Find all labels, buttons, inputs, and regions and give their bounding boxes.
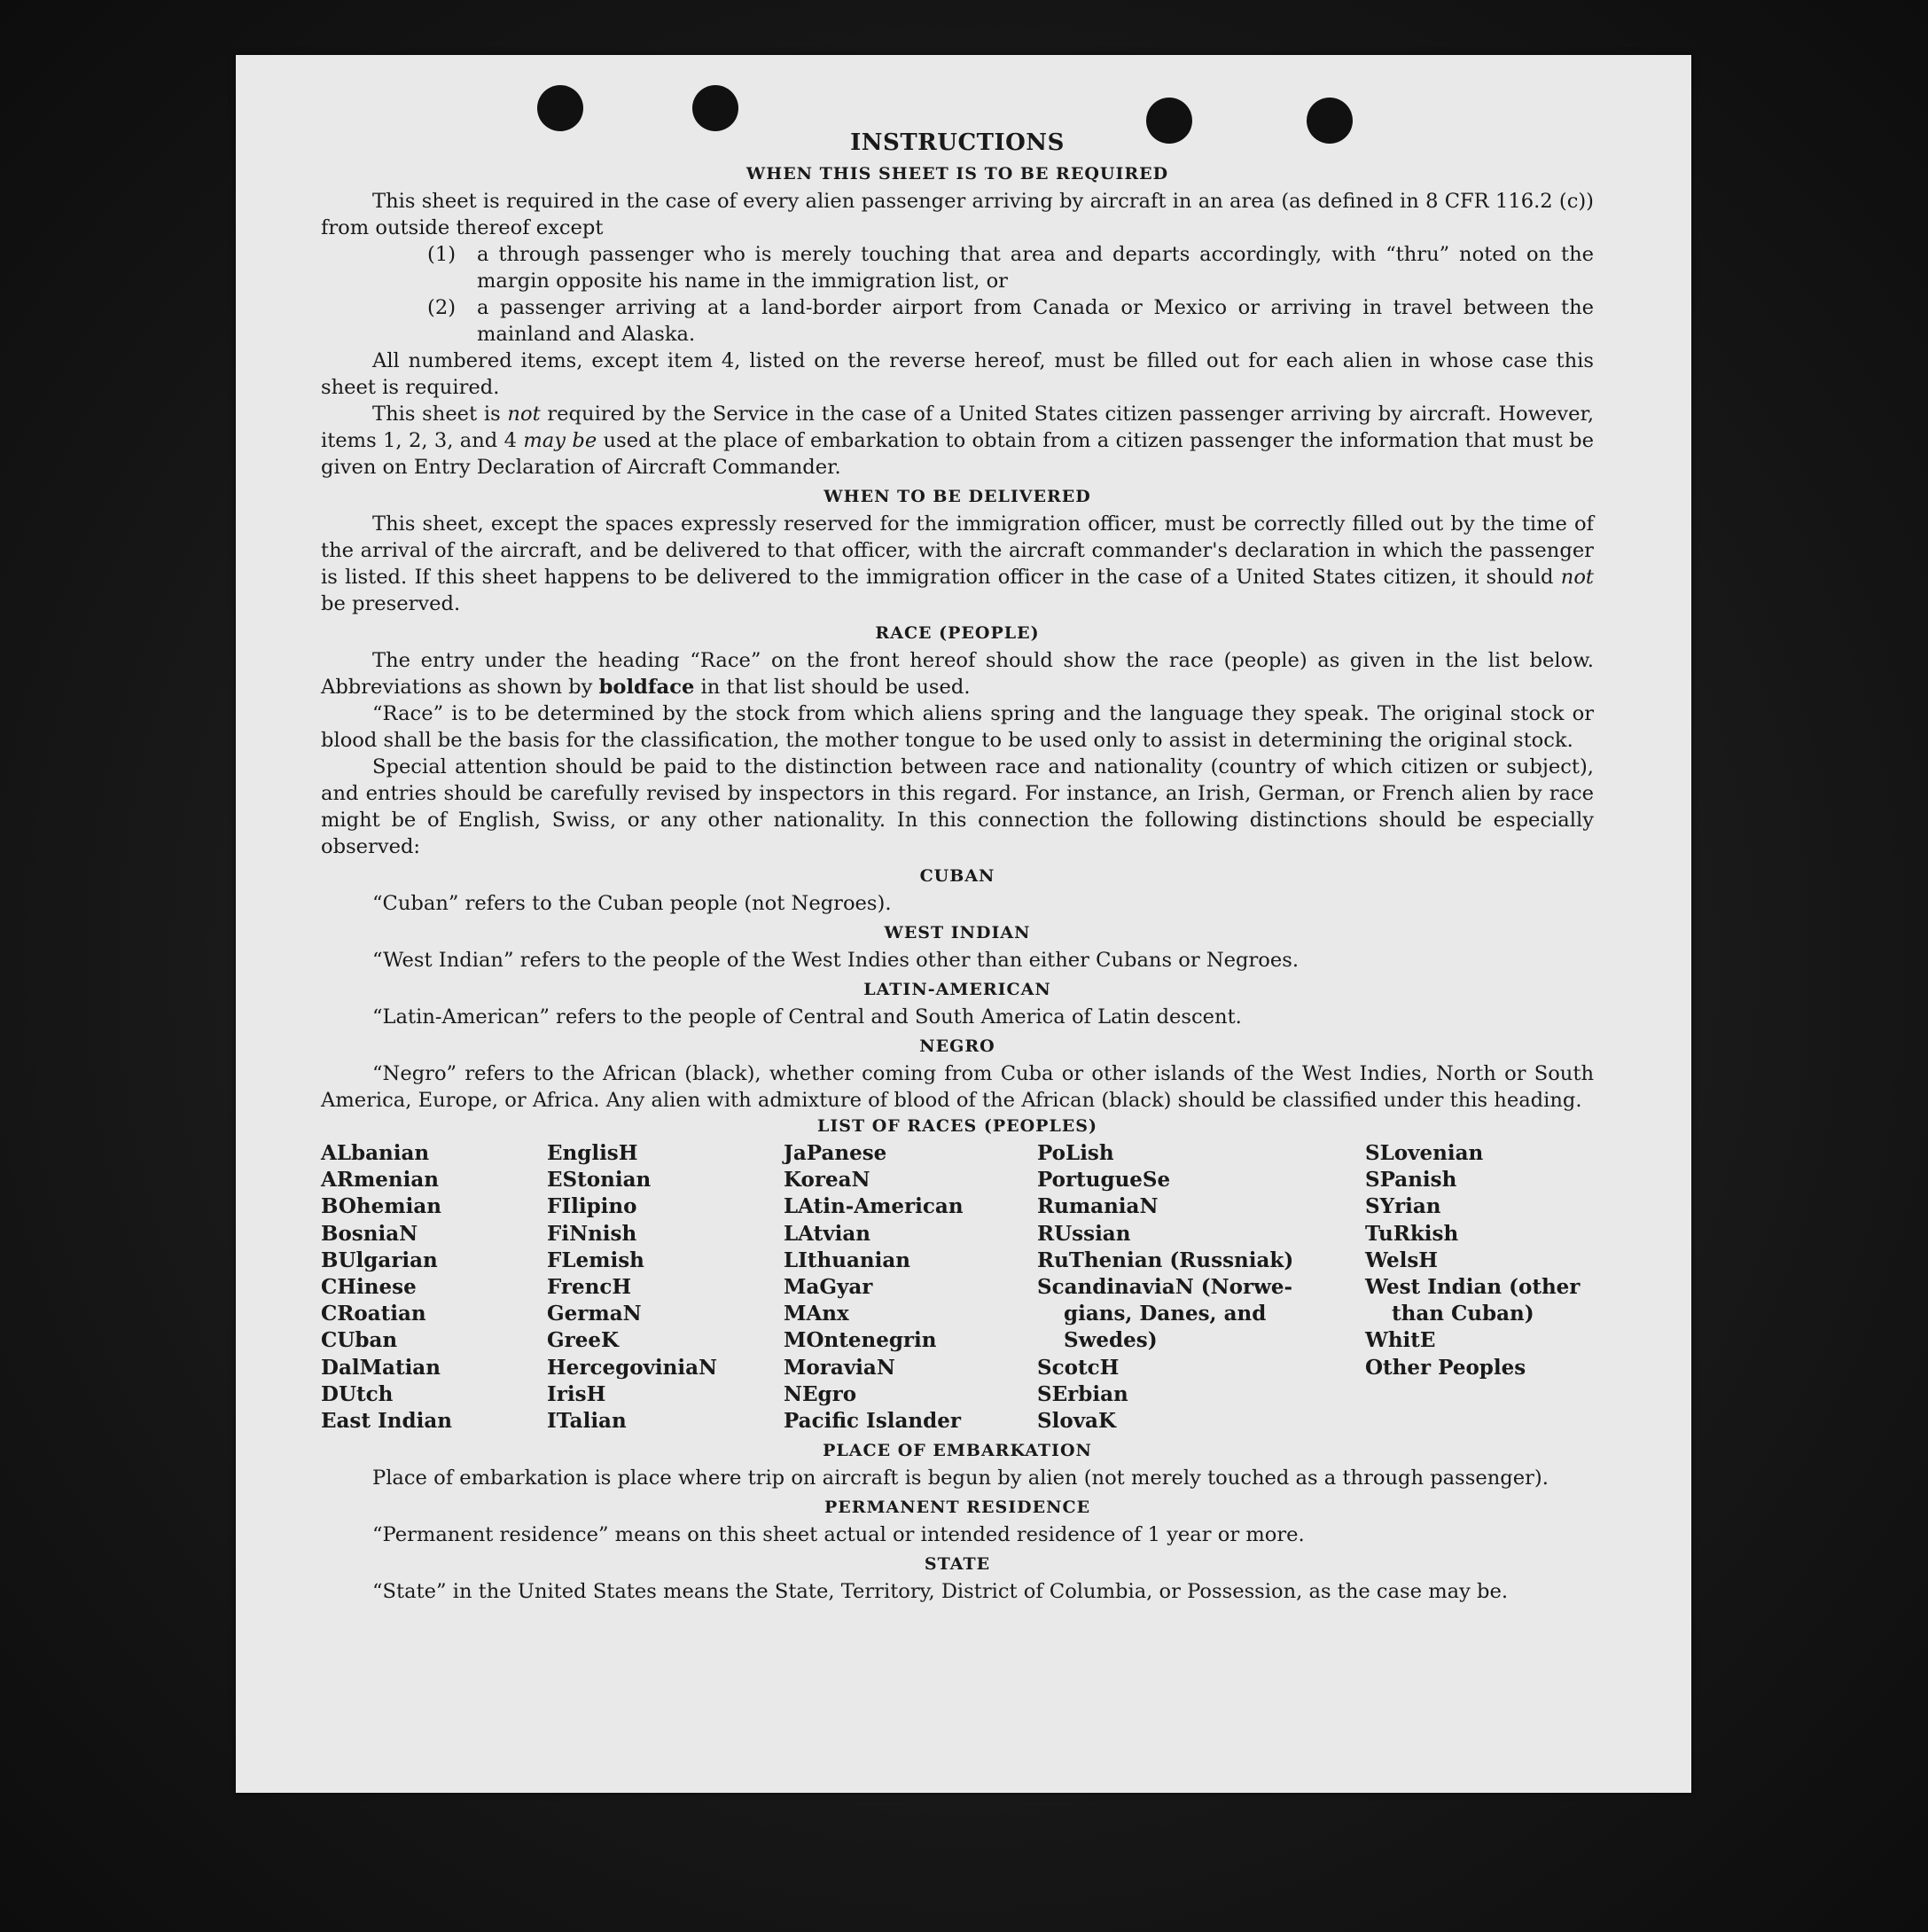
list-item: CHinese <box>321 1275 417 1300</box>
list-item: MaGyar <box>784 1275 873 1300</box>
item-text: a passenger arriving at a land-border airport from Canada or Mexico or arriving in travel between the mainland and Alaska. <box>477 296 1594 346</box>
section-heading-negro: NEGRO <box>919 1036 995 1056</box>
list-item: ARmenian <box>321 1168 440 1193</box>
numbered-items-paragraph: All numbered items, except item 4, listed on the reverse hereof, must be filled out for each alien in whose case this sheet is required. <box>321 349 1594 399</box>
document-page <box>236 55 1691 1793</box>
list-item: BOhemian <box>321 1194 441 1219</box>
list-item: MAnx <box>784 1302 849 1326</box>
section-heading-when-required: WHEN THIS SHEET IS TO BE REQUIRED <box>745 164 1169 184</box>
list-item: MoraviaN <box>784 1355 895 1380</box>
list-item: ALbanian <box>321 1141 430 1165</box>
list-item: EnglisH <box>547 1141 638 1165</box>
races-column-2 <box>547 1140 784 1435</box>
race-paragraph-3: Special attention should be paid to the distinction between race and nationality (country of which citizen or subject), and entries should be carefully revised by inspectors in this regard. For instance, an Irish, German, or French alien by race might be of English, Swiss, or any other nationality. In this connection the following distinctions should be especially observed: <box>321 755 1594 858</box>
bold-text: boldface <box>598 676 695 699</box>
section-heading-state: STATE <box>924 1554 991 1575</box>
list-item: EStonian <box>547 1168 652 1193</box>
list-item: Pacific Islander <box>784 1409 961 1434</box>
list-item-line: ScandinaviaN (Norwe- <box>1037 1275 1293 1300</box>
section-heading-embarkation: PLACE OF EMBARKATION <box>823 1441 1092 1461</box>
section-heading-race: RACE (PEOPLE) <box>875 623 1040 643</box>
list-item: ScotcH <box>1037 1355 1120 1380</box>
races-column-3 <box>784 1140 1037 1435</box>
emphasis-text: not <box>1560 566 1594 589</box>
section-heading-residence: PERMANENT RESIDENCE <box>823 1498 1091 1518</box>
list-item: CUban <box>321 1328 398 1353</box>
text-run: used at the place of embarkation to obtain from a citizen passenger the information that must be given on Entry Declaration of Aircraft Commander. <box>321 429 1594 479</box>
exception-item-1 <box>427 241 1594 294</box>
list-item: ITalian <box>547 1409 627 1434</box>
punch-hole <box>537 85 583 131</box>
list-item: FLemish <box>547 1248 644 1272</box>
list-item: WhitE <box>1365 1328 1436 1353</box>
list-item: PortugueSe <box>1037 1168 1171 1193</box>
list-item: PoLish <box>1037 1141 1114 1165</box>
list-item: NEgro <box>784 1381 857 1406</box>
west-indian-definition: “West Indian” refers to the people of the West Indies other than either Cubans or Negroes. <box>372 949 1300 972</box>
list-item: CRoatian <box>321 1302 426 1326</box>
races-column-4 <box>1037 1140 1365 1435</box>
embarkation-definition: Place of embarkation is place where trip on aircraft is begun by alien (not merely touched as a through passenger). <box>372 1467 1549 1490</box>
list-item: SErbian <box>1037 1381 1128 1406</box>
section-heading-cuban: CUBAN <box>919 866 995 886</box>
section-heading-when-delivered: WHEN TO BE DELIVERED <box>823 487 1091 506</box>
cuban-definition: “Cuban” refers to the Cuban people (not Negroes). <box>372 892 892 915</box>
list-item: DalMatian <box>321 1355 441 1380</box>
list-item: FrencH <box>547 1275 632 1300</box>
list-item: GreeK <box>547 1328 620 1353</box>
item-number: (1) <box>427 243 457 266</box>
punch-hole <box>692 85 738 131</box>
list-item: FiNnish <box>547 1221 637 1246</box>
list-item: LIthuanian <box>784 1248 910 1272</box>
citizen-paragraph <box>321 401 1594 481</box>
section-heading-list-of-races: LIST OF RACES (PEOPLES) <box>817 1116 1097 1136</box>
list-item: East Indian <box>321 1409 452 1434</box>
list-item: BosniaN <box>321 1221 418 1246</box>
text-run: be preserved. <box>321 592 461 615</box>
list-item-continuation: gians, Danes, and <box>1064 1302 1267 1326</box>
text-run: This sheet, except the spaces expressly reserved for the immigration officer, must be correctly filled out by the time of the arrival of the aircraft, and be delivered to that officer, with the aircraft commander's declaration in which the passenger is listed. If this sheet happens to be delivered to the immigration officer in the case of a United States citizen, it should <box>321 512 1594 589</box>
list-item: RUssian <box>1037 1221 1131 1246</box>
item-text: a through passenger who is merely touching that area and departs accordingly, with “thru” noted on the margin opposite his name in the immigration list, or <box>477 243 1594 293</box>
text-run: in that list should be used. <box>694 676 971 699</box>
text-run: The entry under the heading “Race” on the front hereof should show the race (people) as given in the list below. Abbreviations as shown by <box>321 649 1594 699</box>
section-heading-west-indian: WEST INDIAN <box>884 923 1031 943</box>
emphasis-text: may be <box>523 429 597 452</box>
list-item: GermaN <box>547 1302 642 1326</box>
list-item: SlovaK <box>1037 1409 1116 1434</box>
list-item: RuThenian (Russniak) <box>1037 1248 1294 1272</box>
list-item: LAtvian <box>784 1221 870 1246</box>
list-item: WelsH <box>1365 1248 1439 1272</box>
page-title: INSTRUCTIONS <box>850 129 1065 156</box>
list-item: RumaniaN <box>1037 1194 1159 1219</box>
exception-item-2 <box>427 294 1594 348</box>
delivered-paragraph <box>321 511 1594 617</box>
list-item: IrisH <box>547 1381 606 1406</box>
list-item: SPanish <box>1365 1168 1457 1193</box>
races-column-5 <box>1365 1140 1594 1435</box>
list-item: Other Peoples <box>1365 1355 1526 1380</box>
latin-american-definition: “Latin-American” refers to the people of Central and South America of Latin descent. <box>372 1005 1242 1029</box>
negro-definition: “Negro” refers to the African (black), whether coming from Cuba or other islands of the West Indies, North or South America, Europe, or Africa. Any alien with admixture of blood of the African (black) should be classified under this heading. <box>321 1062 1594 1112</box>
required-intro: This sheet is required in the case of every alien passenger arriving by aircraft in an area (as defined in 8 CFR 116.2 (c)) from outside thereof except <box>321 190 1594 239</box>
residence-definition: “Permanent residence” means on this sheet actual or intended residence of 1 year or more. <box>372 1523 1305 1547</box>
list-item-continuation: Swedes) <box>1064 1328 1158 1353</box>
list-item: TuRkish <box>1365 1221 1459 1246</box>
list-item: FIlipino <box>547 1194 637 1219</box>
list-item <box>1037 1274 1365 1355</box>
list-item: JaPanese <box>784 1141 887 1165</box>
state-definition: “State” in the United States means the State, Territory, District of Columbia, or Possession, as the case may be. <box>372 1580 1509 1604</box>
list-item <box>1365 1274 1594 1327</box>
list-item: SYrian <box>1365 1194 1441 1219</box>
race-paragraph-2: “Race” is to be determined by the stock from which aliens spring and the language they speak. The original stock or blood shall be the basis for the classification, the mother tongue to be used only to assist in determining the original stock. <box>321 702 1594 752</box>
list-item: LAtin-American <box>784 1194 964 1219</box>
list-item-line: West Indian (other <box>1365 1275 1581 1300</box>
item-number: (2) <box>427 296 457 319</box>
emphasis-text: not <box>507 403 541 426</box>
list-item: HercegoviniaN <box>547 1355 718 1380</box>
section-heading-latin-american: LATIN-AMERICAN <box>863 980 1051 999</box>
list-item: SLovenian <box>1365 1141 1484 1165</box>
list-item: KoreaN <box>784 1168 870 1193</box>
race-paragraph-1 <box>321 647 1594 700</box>
races-column-1 <box>321 1140 547 1435</box>
list-item-continuation: than Cuban) <box>1392 1302 1534 1326</box>
list-item: BUlgarian <box>321 1248 438 1272</box>
list-item: DUtch <box>321 1381 394 1406</box>
list-item: MOntenegrin <box>784 1328 937 1353</box>
text-run: required by the Service in the case of a United States citizen passenger arriving by aircraft. However, items 1, 2, 3, and 4 <box>321 403 1594 452</box>
races-list <box>321 1140 1594 1435</box>
document-body <box>321 128 1594 1605</box>
text-run: This sheet is <box>372 403 508 426</box>
